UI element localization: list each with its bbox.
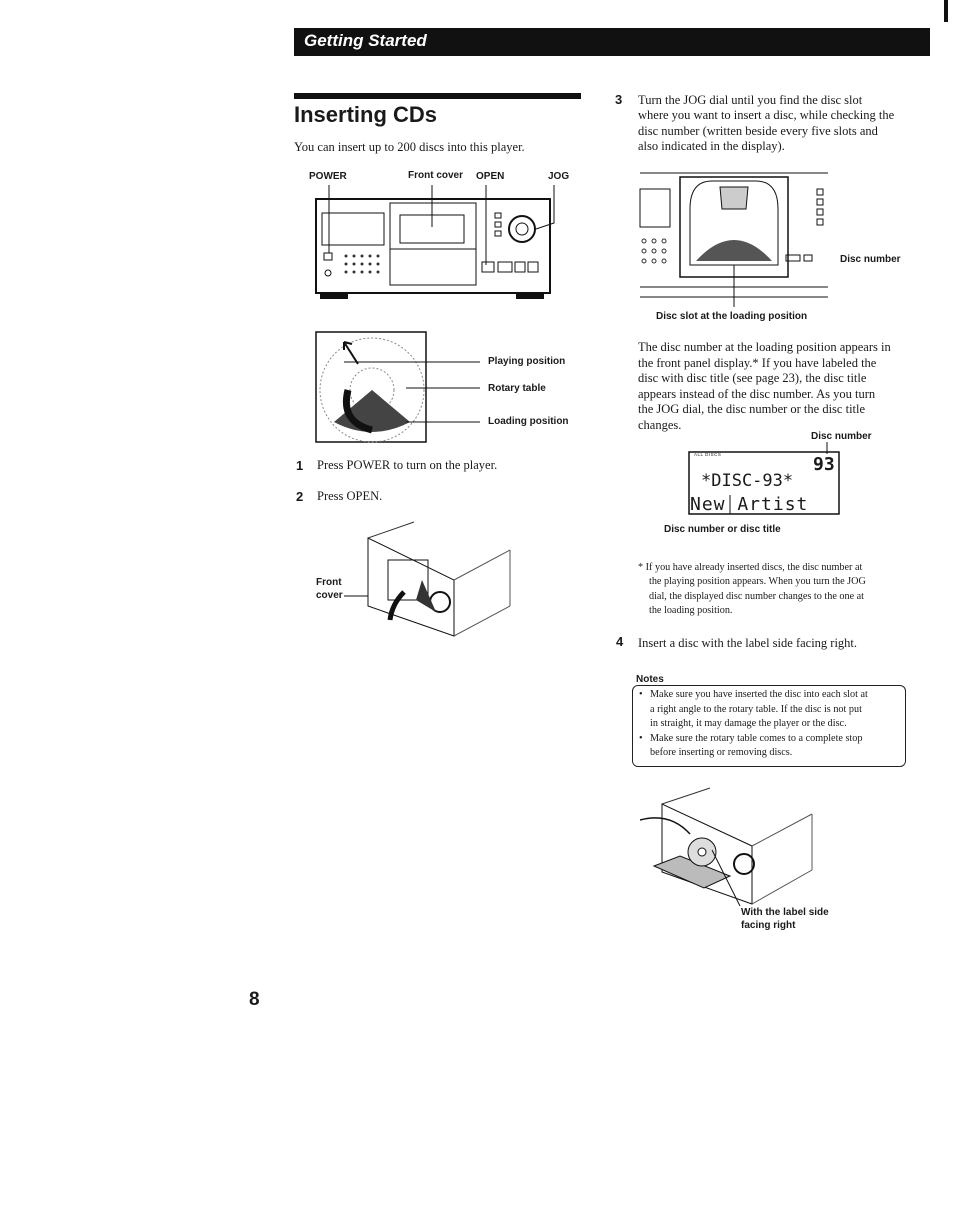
slot-disc-number-label: Disc number [840, 254, 901, 265]
step-3-line-1: Turn the JOG dial until you find the disc slot [638, 93, 863, 107]
page-edge-mark [944, 0, 948, 22]
step-3-line-3: disc number (written beside every five slots and [638, 124, 878, 138]
display-figure-caption: Disc number or disc title [664, 524, 781, 535]
note-2-line-1: Make sure the rotary table comes to a complete stop [650, 732, 863, 744]
page-heading: Inserting CDs [294, 102, 438, 127]
display-paragraph-line-2: the front panel display.* If you have labeled the [638, 356, 877, 370]
step-4-number: 4 [616, 634, 624, 649]
note-item [650, 732, 902, 761]
display-line-2: New Artist [690, 494, 809, 515]
note-item [650, 688, 902, 732]
footnote-line-3: dial, the displayed disc number changes to the one at [649, 591, 865, 602]
display-paragraph-line-5: the JOG dial, the disc number or the disc title [638, 402, 866, 416]
label-jog: JOG [548, 171, 570, 182]
step-2-text: Press OPEN. [317, 489, 383, 503]
label-front-cover: Front cover [408, 170, 464, 181]
front-cover-label-line2: cover [316, 590, 343, 601]
step-3-line-2: where you want to insert a disc, while checking the [638, 108, 895, 122]
insert-figure-label-line1: With the label side [741, 907, 829, 918]
note-1-line-3: in straight, it may damage the player or the disc. [650, 718, 847, 729]
note-1-line-1: Make sure you have inserted the disc into each slot at [650, 689, 868, 700]
section-title: Getting Started [304, 31, 427, 50]
step-4-text: Insert a disc with the label side facing right. [638, 636, 858, 650]
heading-rule [294, 93, 581, 99]
disc-slot-illustration [636, 165, 836, 307]
step-2-number: 2 [296, 489, 304, 504]
note-1-line-2: a right angle to the rotary table. If the disc is not put [650, 703, 862, 715]
step-3-number: 3 [615, 92, 623, 107]
footnote-line-2: the playing position appears. When you turn the JOG [649, 576, 866, 587]
insert-disc-illustration [640, 784, 820, 912]
front-cover-illustration [344, 520, 516, 640]
note-2-line-2: before inserting or removing discs. [650, 747, 793, 758]
display-paragraph-line-1: The disc number at the loading position appears in [638, 340, 891, 354]
front-cover-label-line1: Front [316, 577, 342, 588]
notes-title: Notes [636, 674, 668, 685]
step-1-number: 1 [296, 458, 304, 473]
step-1-text: Press POWER to turn on the player. [317, 458, 498, 472]
slot-figure-caption: Disc slot at the loading position [656, 311, 808, 322]
intro-text: You can insert up to 200 discs into this player. [294, 140, 525, 154]
label-loading-position: Loading position [488, 416, 569, 427]
page-number: 8 [249, 989, 260, 1010]
display-disc-number-label: Disc number [811, 431, 872, 442]
display-disc-number: 93 [813, 454, 835, 475]
rotary-table-illustration [314, 330, 486, 444]
label-playing-position: Playing position [488, 356, 566, 367]
footnote-line-1: * If you have already inserted discs, the disc number at [638, 562, 863, 573]
display-line-1: *DISC-93* [701, 471, 794, 491]
front-panel-illustration [312, 185, 560, 310]
label-open: OPEN [476, 171, 505, 182]
display-all-discs-label: ALL DISCS [694, 452, 722, 457]
display-paragraph-line-3: disc with disc title (see page 23), the disc title [638, 371, 867, 385]
label-power: POWER [309, 171, 347, 182]
display-paragraph-line-4: appears instead of the disc number. As you turn [638, 387, 876, 401]
label-rotary-table: Rotary table [488, 383, 546, 394]
footnote-line-4: the loading position. [649, 605, 733, 616]
display-paragraph-line-6: changes. [638, 418, 682, 432]
step-3-line-4: also indicated in the display). [638, 139, 785, 153]
insert-figure-label-line2: facing right [741, 920, 796, 931]
notes-content [636, 688, 902, 761]
